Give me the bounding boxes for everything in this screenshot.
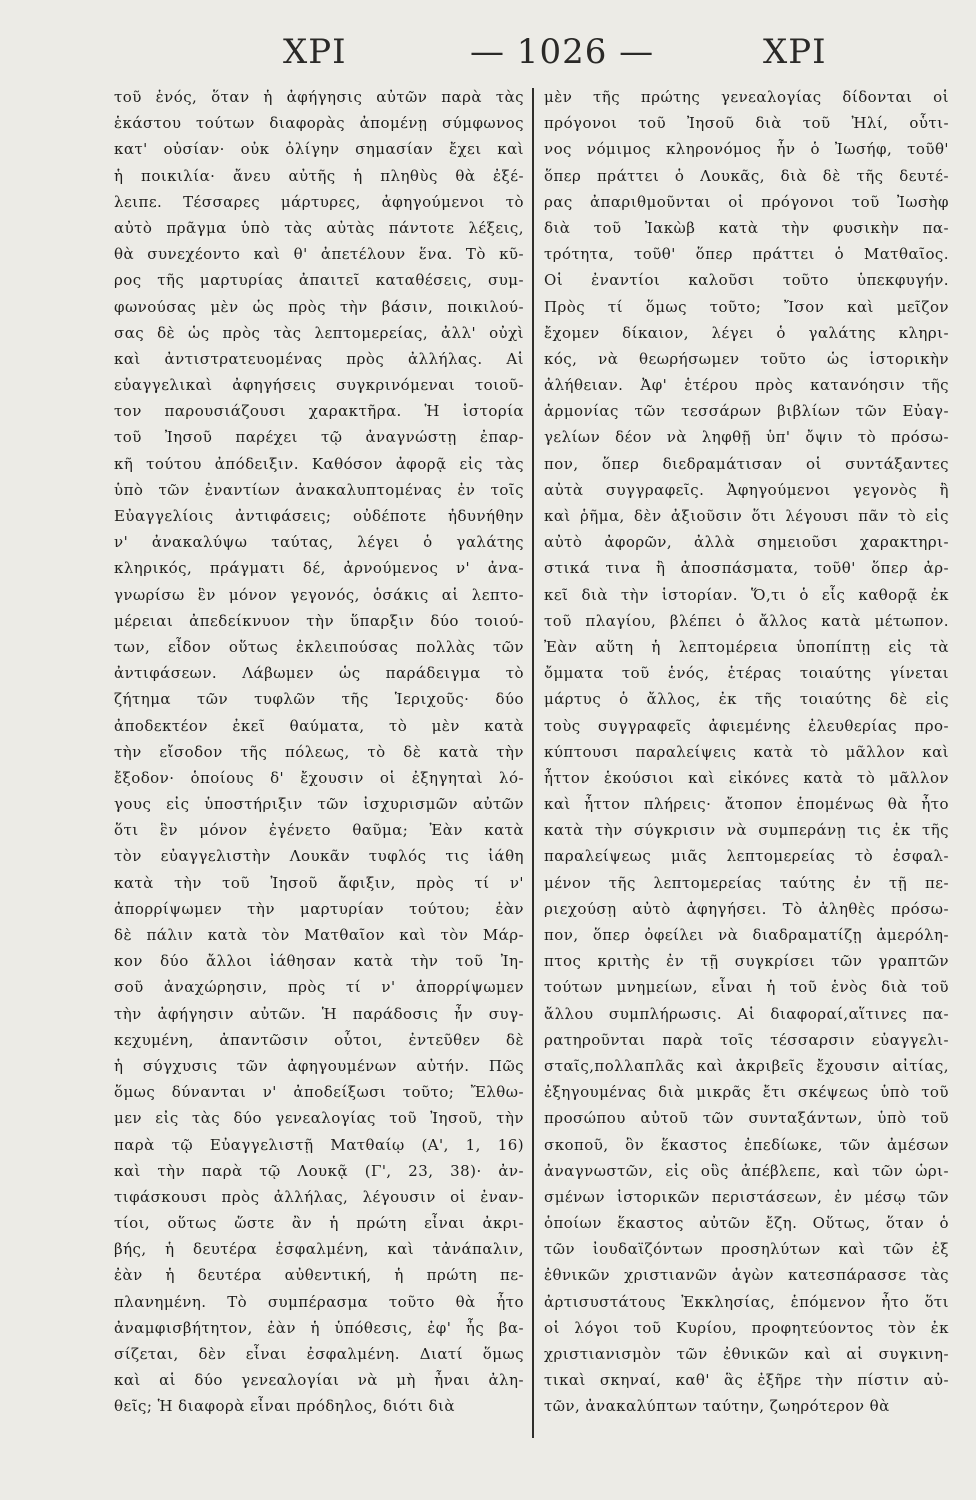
text-line: κατ' οὐσίαν· οὐκ ὀλίγην σημασίαν ἔχει καὶ	[114, 140, 524, 159]
text-line: σας δὲ ὡς πρὸς τὰς λεπτομερείας, ἀλλ' οὐχὶ	[114, 323, 524, 342]
text-line: σκοποῦ, ὃν ἕκαστος ἐπεδίωκε, τῶν ἀμέσων	[544, 1135, 949, 1154]
text-line: ριεχούσῃ αὐτὸ ἀφηγήσει. Τὸ ἀληθὲς πρόσω-	[544, 899, 949, 918]
text-line: σίζεται, δὲν εἶναι ἐσφαλμένη. Διατί ὅμως	[114, 1345, 524, 1363]
text-line: ἄλλου συμπλήρωσις. Αἱ διαφοραί,αἵτινες πα-	[544, 1004, 949, 1023]
text-line: ρατηροῦνται παρὰ τοῖς τέσσαρσιν εὐαγγελι-	[544, 1030, 949, 1049]
text-line: ἁρμονίας τῶν τεσσάρων βιβλίων τῶν Εὐαγ-	[544, 402, 949, 421]
text-line: των, εἶδον οὕτως ἐκλειπούσας πολλὰς τῶν	[114, 637, 524, 656]
text-line: ὅμως δύνανται ν' ἀποδείξωσι τοῦτο; Ἔλθω-	[114, 1083, 524, 1102]
text-line: ἔχομεν δίκαιον, λέγει ὁ γαλάτης κληρι-	[544, 323, 949, 342]
right-text-column	[544, 84, 949, 1454]
text-line: καὶ αἱ δύο γενεαλογίαι νὰ μὴ ἦναι ἀλη-	[114, 1371, 524, 1390]
text-line: γελίων δέον νὰ ληφθῇ ὑπ' ὄψιν τὸ πρόσω-	[544, 428, 949, 447]
page-number: — 1026 —	[470, 32, 655, 72]
text-line: ρος τῆς μαρτυρίας ἀπαιτεῖ καταθέσεις, συμ-	[114, 271, 524, 290]
running-head-left: ΧΡΙ	[283, 32, 347, 72]
text-line: θεῖς; Ἡ διαφορὰ εἶναι πρόδηλος, διότι διὰ	[114, 1397, 455, 1416]
text-line: ἐθνικῶν χριστιανῶν ἀγὼν κατεσπάρασσε τὰς	[544, 1266, 949, 1285]
text-line: ὅπερ πράττει ὁ Λουκᾶς, διὰ δὲ τῆς δευτέ-	[544, 166, 949, 185]
text-line: ἔξοδον· ὁποίους δ' ἔχουσιν οἱ ἐξηγηταὶ λό-	[114, 768, 524, 787]
text-line: γνωρίσω ἓν μόνον γεγονός, ὁσάκις αἱ λεπτο-	[114, 585, 524, 604]
text-line: λειπε. Τέσσαρες μάρτυρες, ἀφηγούμενοι τὸ	[114, 192, 524, 211]
text-line: Οἱ ἐναντίοι καλοῦσι τοῦτο ὑπεκφυγήν.	[544, 271, 949, 290]
text-line: τικαὶ σκηναί, καθ' ἃς ἐξῆρε τὴν πίστιν αὐ-	[544, 1371, 949, 1390]
text-line: τοὺς συγγραφεῖς ἀφιεμένης ἐλευθερίας προ-	[544, 716, 949, 735]
text-line: καὶ ῥῆμα, δὲν ἀξιοῦσιν ὅτι λέγουσι πᾶν τὸ εἰς	[544, 507, 949, 525]
text-line: ἡ σύγχυσις τῶν ἀφηγουμένων αὐτήν. Πῶς	[114, 1056, 524, 1075]
text-line: χριστιανισμὸν τῶν ἐθνικῶν καὶ αἱ συγκινη-	[544, 1345, 949, 1363]
text-line: τοῦ Ἰησοῦ παρέχει τῷ ἀναγνώστῃ ἐπαρ-	[114, 428, 524, 447]
text-line: καὶ τὴν παρὰ τῷ Λουκᾷ (Γ', 23, 38)· ἀν-	[114, 1161, 524, 1180]
text-line: αὐτὸ ἀφορῶν, ἀλλὰ σημειοῦσι χαρακτηρι-	[544, 533, 949, 552]
text-line: κύπτουσι παραλείψεις κατὰ τὸ μᾶλλον καὶ	[544, 742, 949, 761]
text-line: μὲν τῆς πρώτης γενεαλογίας δίδονται οἱ	[544, 88, 949, 106]
text-line: πτος κριτὴς ἐν τῇ συγκρίσει τῶν γραπτῶν	[544, 952, 949, 971]
text-line: ὅτι ἓν μόνον ἐγένετο θαῦμα; Ἐὰν κατὰ	[114, 821, 524, 840]
text-line: φωνούσας μὲν ὡς πρὸς τὴν βάσιν, ποικιλού-	[114, 297, 524, 316]
text-line: κον δύο ἄλλοι ἰάθησαν κατὰ τὴν τοῦ Ἰη-	[114, 952, 524, 971]
text-line: ἧττον ἑκούσιοι καὶ εἰκόνες κατὰ τὸ μᾶλλον	[544, 768, 949, 787]
text-line: τίοι, οὕτως ὥστε ἂν ἡ πρώτη εἶναι ἀκρι-	[114, 1214, 524, 1233]
text-line: παρὰ τῷ Εὐαγγελιστῇ Ματθαίῳ (Α', 1, 16)	[114, 1135, 524, 1154]
text-line: ζήτημα τῶν τυφλῶν τῆς Ἱεριχοῦς· δύο	[114, 690, 524, 709]
text-line: ἐξηγουμένας διὰ μικρᾶς ἔτι σκέψεως ὑπὸ τοῦ	[544, 1083, 949, 1102]
text-line: νος νόμιμος κληρονόμος ἦν ὁ Ἰωσήφ, τοῦθ'	[544, 140, 949, 159]
text-line: κῆ τούτου ἀπόδειξιν. Καθόσον ἀφορᾷ εἰς τὰς	[114, 454, 524, 473]
text-line: γους εἰς ὑποστήριξιν τῶν ἰσχυρισμῶν αὐτῶν	[114, 795, 524, 814]
text-line: μένον τῆς λεπτομερείας ταύτης ἐν τῇ πε-	[544, 873, 949, 892]
text-line: κεῖ διὰ τὴν ἱστορίαν. Ὅ,τι ὁ εἷς καθορᾷ ἐκ	[544, 585, 949, 604]
text-line: κατὰ τὴν τοῦ Ἰησοῦ ἄφιξιν, πρὸς τί ν'	[114, 873, 524, 892]
text-line: τῶν ἰουδαϊζόντων προσηλύτων καὶ τῶν ἐξ	[544, 1240, 949, 1259]
text-line: τον παρουσιάζουσι χαρακτῆρα. Ἡ ἱστορία	[114, 402, 524, 421]
text-line: ὄμματα τοῦ ἑνός, ἑτέρας τοιαύτης γίνεται	[544, 664, 949, 683]
text-line: οἱ λόγοι τοῦ Κυρίου, προφητεύοντος τὸν ἐκ	[544, 1318, 949, 1337]
text-line: ἐὰν ἡ δευτέρα αὐθεντική, ἡ πρώτη πε-	[114, 1266, 524, 1285]
text-line: τὴν εἴσοδον τῆς πόλεως, τὸ δὲ κατὰ τὴν	[114, 742, 524, 761]
text-line: εὐαγγελικαὶ ἀφηγήσεις συγκρινόμεναι τοιοῦ-	[114, 376, 524, 395]
text-line: καὶ ἧττον πλήρεις· ἄτοπον ἑπομένως θὰ ἦτο	[544, 795, 949, 814]
text-line: διὰ τοῦ Ἰακὼβ κατὰ τὴν φυσικὴν πα-	[544, 218, 949, 237]
text-line: πλανημένη. Τὸ συμπέρασμα τοῦτο θὰ ἦτο	[114, 1292, 524, 1311]
text-line: ἀναγνωστῶν, εἰς οὓς ἀπέβλεπε, καὶ τῶν ὡρι-	[544, 1161, 949, 1180]
text-line: σοῦ ἀναχώρησιν, πρὸς τί ν' ἀπορρίψωμεν	[114, 978, 524, 997]
text-line: ἀρτισυστάτους Ἐκκλησίας, ἑπόμενον ἦτο ὅτι	[544, 1292, 949, 1311]
text-line: βής, ἡ δευτέρα ἐσφαλμένη, καὶ τἀνάπαλιν,	[114, 1240, 524, 1259]
text-line: τοῦ πλαγίου, βλέπει ὁ ἄλλος κατὰ μέτωπον.	[544, 611, 949, 630]
column-divider	[532, 88, 534, 1438]
text-line: ν' ἀνακαλύψω ταύτας, λέγει ὁ γαλάτης	[114, 533, 524, 552]
text-line: μάρτυς ὁ ἄλλος, ἐκ τῆς τοιαύτης δὲ εἰς	[544, 690, 949, 709]
text-line: Ἐὰν αὕτη ἡ λεπτομέρεια ὑποπίπτῃ εἰς τὰ	[544, 637, 949, 656]
text-line: σμένων ἱστορικῶν περιστάσεων, ἐν μέσῳ τῶν	[544, 1187, 949, 1206]
text-line: κεχυμένη, ἀπαντῶσιν οὗτοι, ἐντεῦθεν δὲ	[114, 1030, 524, 1049]
text-line: τιφάσκουσι πρὸς ἀλλήλας, λέγουσιν οἱ ἐναν-	[114, 1187, 524, 1206]
text-line: αὐτὸ πρᾶγμα ὑπὸ τὰς αὐτὰς πάντοτε λέξεις,	[114, 218, 524, 237]
text-line: δὲ πάλιν κατὰ τὸν Ματθαῖον καὶ τὸν Μάρ-	[114, 926, 524, 944]
left-text-column	[114, 84, 524, 1454]
text-line: κός, νὰ θεωρήσωμεν τοῦτο ὡς ἱστορικὴν	[544, 349, 949, 368]
text-line: ἡ ποικιλία· ἄνευ αὐτῆς ἡ πληθὺς θὰ ἐξέ-	[114, 166, 524, 185]
text-line: αὐτὰ συγγραφεῖς. Ἀφηγούμενοι γεγονὸς ἢ	[544, 480, 949, 499]
text-line: ὁποίων ἕκαστος αὐτῶν ἔζη. Οὕτως, ὅταν ὁ	[544, 1214, 949, 1233]
text-line: πον, ὅπερ ὀφείλει νὰ διαδραματίζῃ ἀμερόλη-	[544, 926, 949, 944]
text-line: μέρειαι ἀπεδείκνυον τὴν ὕπαρξιν δύο τοιού-	[114, 611, 524, 630]
text-line: θὰ συνεχέοντο καὶ θ' ἀπετέλουν ἕνα. Τὸ κῦ-	[114, 245, 524, 264]
text-line: στικά τινα ἢ ἀποσπάσματα, τοῦθ' ὅπερ ἀρ-	[544, 559, 949, 578]
text-line: ἀναμφισβήτητον, ἐὰν ἡ ὑπόθεσις, ἐφ' ἧς βα-	[114, 1318, 524, 1337]
text-line: κληρικός, πράγματι δέ, ἀρνούμενος ν' ἀνα-	[114, 559, 524, 578]
text-line: καὶ ἀντιστρατευομένας πρὸς ἀλλήλας. Αἱ	[114, 349, 524, 368]
text-line: τρότητα, τοῦθ' ὅπερ πράττει ὁ Ματθαῖος.	[544, 245, 949, 264]
text-line: Εὐαγγελίοις ἀντιφάσεις; οὐδέποτε ἠδυνήθην	[114, 507, 524, 525]
text-line: ἀποδεκτέον ἐκεῖ θαύματα, τὸ μὲν κατὰ	[114, 716, 524, 735]
running-head-right: ΧΡΙ	[763, 32, 827, 72]
text-line: προσώπου αὐτοῦ τῶν συνταξάντων, ὑπὸ τοῦ	[544, 1109, 949, 1128]
text-line: πρόγονοι τοῦ Ἰησοῦ διὰ τοῦ Ἠλί, οὗτι-	[544, 114, 949, 133]
text-line: παραλείψεως μιᾶς λεπτομερείας τὸ ἐσφαλ-	[544, 847, 949, 866]
text-line: ἀλήθειαν. Ἀφ' ἑτέρου πρὸς κατανόησιν τῆς	[544, 376, 949, 395]
text-line: ἀπορρίψωμεν τὴν μαρτυρίαν τούτου; ἐὰν	[114, 899, 524, 918]
text-line: πον, ὅπερ διεδραμάτισαν οἱ συντάξαντες	[544, 454, 949, 473]
text-line: σταῖς,πολλαπλᾶς καὶ ἀκριβεῖς ἔχουσιν αἰτίας,	[544, 1056, 949, 1075]
text-line: ἑκάστου τούτων διαφορὰς ἀπομένῃ σύμφωνος	[114, 114, 524, 133]
text-line: ρας ἀπαριθμοῦνται οἱ πρόγονοι τοῦ Ἰωσὴφ	[544, 192, 949, 211]
text-line: μεν εἰς τὰς δύο γενεαλογίας τοῦ Ἰησοῦ, τὴν	[114, 1109, 524, 1128]
text-line: Πρὸς τί ὅμως τοῦτο; Ἴσον καὶ μεῖζον	[544, 297, 949, 316]
text-line: τῶν, ἀνακαλύπτων ταύτην, ζωηρότερον θὰ	[544, 1397, 890, 1416]
text-line: τὴν ἀφήγησιν αὐτῶν. Ἡ παράδοσις ἦν συγ-	[114, 1004, 524, 1023]
text-line: τοῦ ἑνός, ὅταν ἡ ἀφήγησις αὐτῶν παρὰ τὰς	[114, 88, 524, 106]
text-line: ἀντιφάσεων. Λάβωμεν ὡς παράδειγμα τὸ	[114, 664, 524, 683]
text-line: κατὰ τὴν σύγκρισιν νὰ συμπεράνῃ τις ἐκ τῆς	[544, 821, 949, 840]
text-line: τὸν εὐαγγελιστὴν Λουκᾶν τυφλός τις ἰάθη	[114, 847, 524, 866]
text-line: τούτων μνημείων, εἶναι ἡ τοῦ ἑνὸς διὰ τοῦ	[544, 978, 949, 997]
text-line: ὑπὸ τῶν ἐναντίων ἀνακαλυπτομένας ἐν τοῖς	[114, 480, 524, 499]
